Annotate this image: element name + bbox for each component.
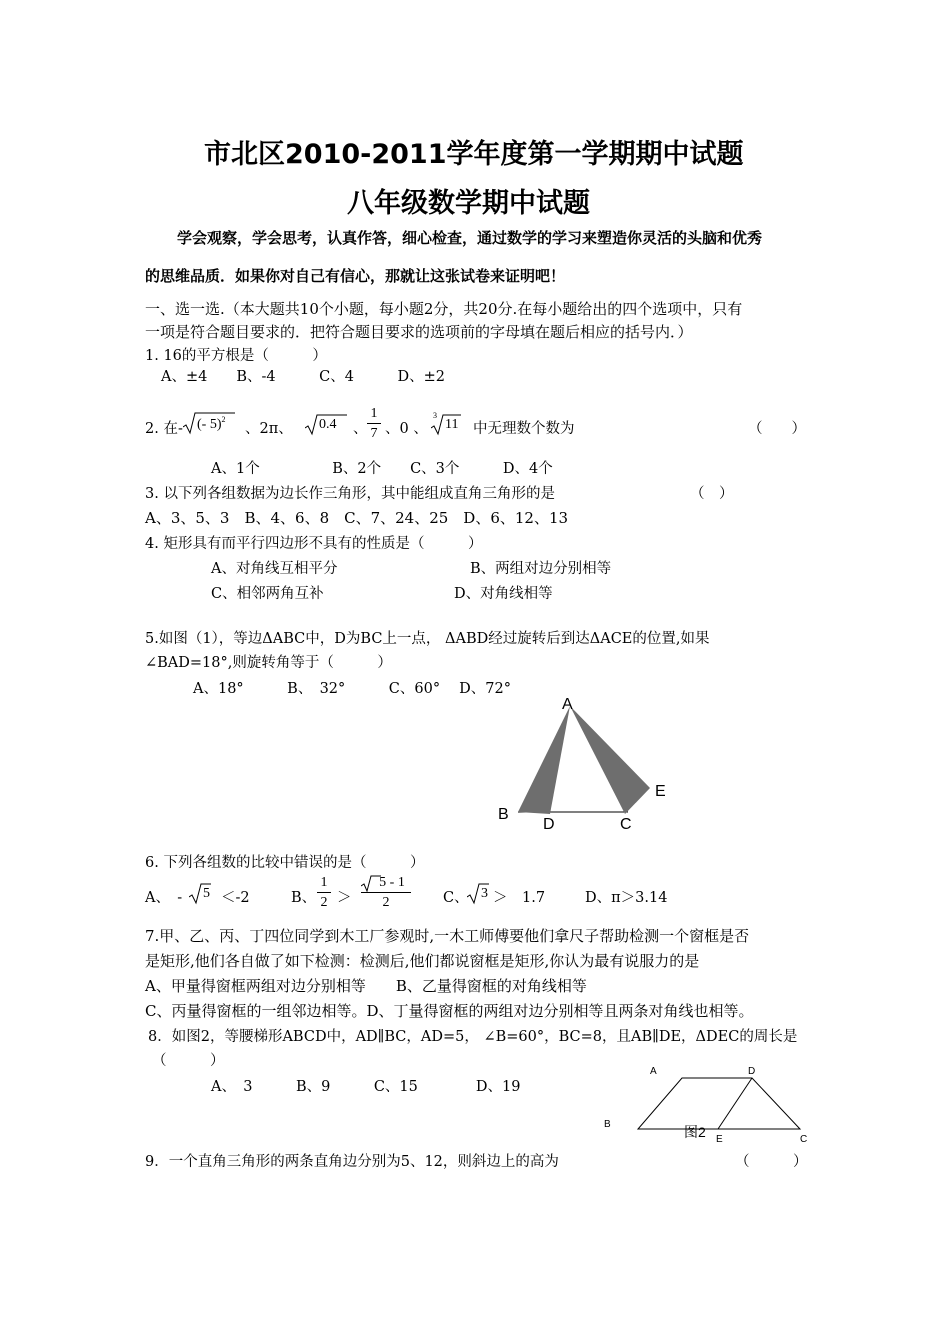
triangle-abd [518, 706, 570, 814]
q6-option-c-radical: 3 [475, 886, 482, 902]
question-1-stem: 1. 16的平方根是（ ） [145, 348, 327, 364]
q2-suffix: 中无理数个数为 [473, 421, 575, 437]
label-d: D [543, 816, 555, 832]
segment-de [718, 1078, 752, 1129]
label-b: B [498, 806, 509, 823]
figure-1-triangle-diagram [490, 692, 690, 832]
q2-sep-3: 、0 、 [385, 421, 428, 437]
question-5-options: A、18° B、 32° C、60° D、72° [193, 681, 512, 697]
question-9-stem: 9．一个直角三角形的两条直角边分别为5、12，则斜边上的高为 [145, 1154, 559, 1170]
question-4-option-c: C、相邻两角互补 [211, 586, 324, 602]
question-3-bracket: （ ） [690, 486, 734, 502]
question-4-option-d: D、对角线相等 [454, 586, 553, 602]
question-9-bracket: （ ） [735, 1154, 808, 1170]
q2-sep-2: 、 [353, 421, 368, 437]
question-4-stem: 4. 矩形具有而平行四边形不具有的性质是（ ） [145, 536, 483, 552]
question-3-stem: 3. 以下列各组数据为边长作三角形，其中能组成直角三角形的是 [145, 486, 555, 502]
q6-option-a-prefix: A、 - [145, 890, 183, 906]
question-3-options: A、3、5、3 B、4、6、8 C、7、24、25 D、6、12、13 [145, 509, 569, 527]
label-e: E [716, 1134, 723, 1145]
q6-option-c-prefix: C、 [443, 890, 469, 906]
q2-radical-1: (- 5)$^2$ [191, 415, 220, 433]
triangle-ace [570, 706, 650, 814]
question-2-stem [145, 405, 806, 455]
q2-answer-bracket: （ ） [748, 421, 806, 437]
q6-option-b-prefix: B、 [291, 890, 317, 906]
intro-line-2: 的思维品质．如果你对自己有信心，那就让这张试卷来证明吧！ [145, 267, 566, 285]
q6-option-d: D、π＞3.14 [585, 890, 668, 906]
q6-option-a-radical: 5 [197, 886, 204, 902]
question-4-option-b: B、两组对边分别相等 [470, 561, 612, 577]
question-6-options [145, 872, 705, 922]
document-title: 市北区2010-2011学年度第一学期期中试题 [204, 139, 744, 170]
question-6-stem: 6. 下列各组数的比较中错误的是（ ） [145, 855, 425, 871]
q6-option-c-post: ＞ 1.7 [493, 890, 546, 906]
question-7-line-2: 是矩形,他们各自做了如下检测：检测后,他们都说窗框是矩形,你认为最有说服力的是 [145, 952, 700, 970]
q6-option-b-fraction: 1 2 [317, 874, 331, 913]
q6-option-b-gt: ＞ [337, 890, 352, 906]
question-7-line-4: C、丙量得窗框的一组邻边相等。D、丁量得窗框的两组对边分别相等且两条对角线也相等。 [145, 1002, 754, 1020]
label-b: B [604, 1119, 611, 1130]
question-4-option-a: A、对角线互相平分 [211, 561, 338, 577]
label-a: A [562, 696, 573, 713]
question-1-options: A、±4 B、-4 C、4 D、±2 [161, 369, 445, 385]
q2-fraction: 1 7 [367, 405, 381, 444]
label-c: C [620, 816, 632, 832]
question-5-line-2: ∠BAD=18°,则旋转角等于（ ） [145, 655, 392, 671]
section-1-line-1: 一、选一选.（本大题共10个小题，每小题2分，共20分.在每小题给出的四个选项中，只有 [145, 300, 743, 318]
question-8-line-2: （ ） [152, 1053, 225, 1069]
trapezoid-abcd [638, 1078, 800, 1129]
figure-2-caption: 图2 [684, 1124, 706, 1140]
document-subtitle: 八年级数学期中试题 [347, 188, 590, 219]
q2-cube-root: 3 11 [439, 417, 452, 433]
question-5-line-1: 5.如图（1），等边ΔABC中，D为BC上一点， ΔABD经过旋转后到达ΔACE的位置,如果 [145, 631, 710, 647]
q2-radical-2: 0.4 [313, 417, 331, 433]
label-a: A [650, 1066, 657, 1077]
section-1-line-2: 一项是符合题目要求的．把符合题目要求的选项前的字母填在题后相应的括号内．） [145, 323, 693, 341]
figure-2-trapezoid-diagram [600, 1062, 815, 1147]
intro-line-1: 学会观察，学会思考，认真作答，细心检查，通过数学的学习来塑造你灵活的头脑和优秀 [177, 229, 763, 247]
label-c: C [800, 1134, 808, 1145]
question-8-options: A、 3 B、9 C、15 D、19 [211, 1079, 521, 1095]
question-7-line-1: 7.甲、乙、丙、丁四位同学到木工厂参观时,一木工师傅要他们拿尺子帮助检测一个窗框是否 [145, 927, 750, 945]
question-7-line-3: A、甲量得窗框两组对边分别相等 B、乙量得窗框的对角线相等 [145, 977, 587, 995]
label-d: D [748, 1066, 756, 1077]
question-8-line-1: 8．如图2，等腰梯形ABCD中，AD∥BC，AD=5， ∠B=60°，BC=8，且AB∥DE，ΔDEC的周长是 [148, 1029, 798, 1045]
q6-option-a-post: ＜-2 [221, 890, 250, 906]
question-2-options: A、1个 B、2个 C、3个 D、4个 [211, 461, 553, 477]
q6-option-b-root-fraction: 5 - 1 2 [361, 874, 411, 913]
q2-prefix: 2. 在- [145, 421, 183, 437]
label-e: E [655, 783, 666, 800]
q2-sep-1: 、2π、 [245, 421, 293, 437]
